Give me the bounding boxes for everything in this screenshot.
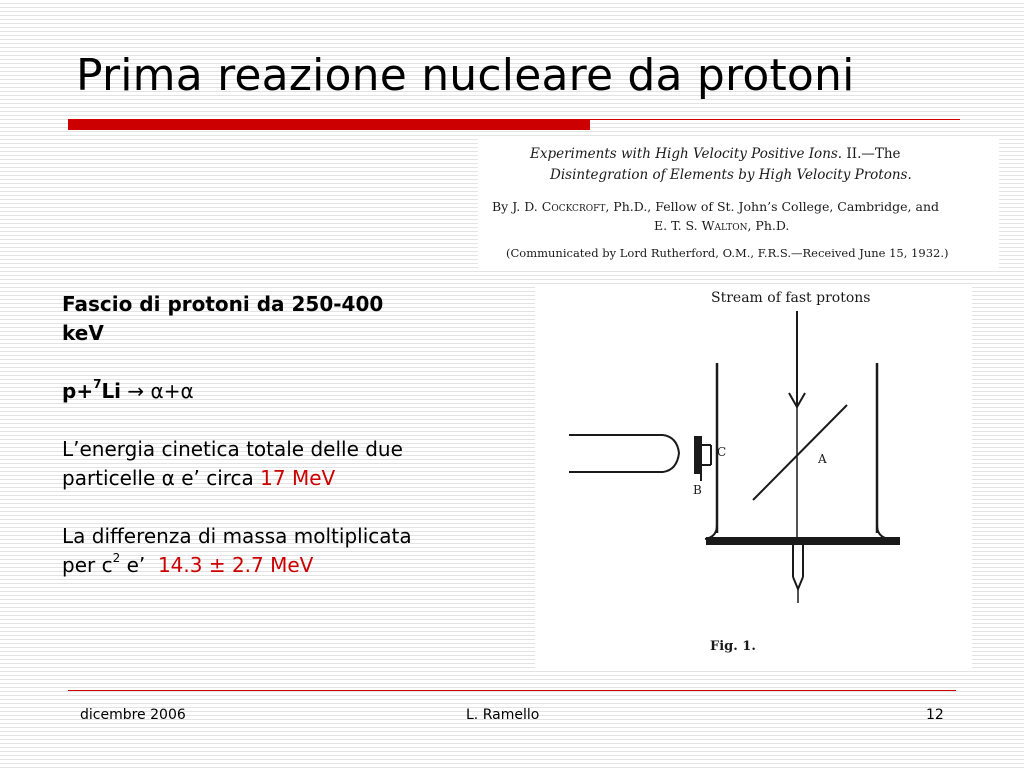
mass-exponent: 2	[112, 551, 121, 566]
slide-body	[62, 290, 522, 580]
chamber-left-foot	[705, 525, 717, 539]
reaction-proton: p+	[62, 379, 94, 403]
title-underline-rule	[590, 119, 960, 120]
energy-line-2	[62, 464, 522, 493]
base-plate	[707, 538, 899, 544]
mass-value: 14.3 ± 2.7 MeV	[157, 553, 314, 577]
screen-flange-left	[695, 437, 701, 473]
energy-text-a: particelle	[62, 466, 162, 490]
apparatus-figure	[535, 285, 972, 668]
chamber-right-foot	[877, 525, 889, 539]
figure-label-b: B	[693, 483, 702, 497]
mass-text-a: per c	[62, 553, 113, 577]
spacer	[62, 348, 522, 377]
paper-part-label: II.—The	[846, 146, 901, 162]
paper-author-degree: , Ph.D.	[747, 218, 790, 233]
footer-page-number: 12	[926, 707, 944, 723]
footer-rule	[68, 690, 956, 691]
figure-label-c: C	[717, 445, 727, 459]
paper-authors-line-2	[654, 218, 789, 233]
footer-author: L. Ramello	[466, 707, 540, 723]
spacer	[62, 406, 522, 435]
spacer	[62, 493, 522, 522]
title-underline-bar	[68, 119, 590, 130]
paper-author-prefix: By J. D.	[492, 199, 538, 214]
paper-authors-line-1	[492, 199, 939, 214]
mass-text-b: e’	[120, 553, 158, 577]
slide-title: Prima reazione nucleare da protoni	[76, 50, 855, 101]
reaction-products: α+α	[150, 379, 194, 403]
reaction-mass-number: 7	[93, 377, 102, 392]
paper-author-affiliation: , Ph.D., Fellow of St. John’s College, Cambridge, and	[605, 199, 940, 214]
mass-line-2	[62, 551, 522, 580]
figure-caption: Fig. 1.	[710, 639, 756, 654]
paper-author-walton: Walton	[701, 218, 748, 233]
paper-title-line-1	[530, 146, 901, 162]
paper-author-cockcroft: Cockcroft	[541, 199, 606, 214]
target-a	[753, 405, 847, 500]
energy-value: 17 MeV	[260, 466, 336, 490]
figure-top-label: Stream of fast protons	[711, 290, 871, 306]
paper-communicated-line: (Communicated by Lord Rutherford, O.M., F.R.S.—Received June 15, 1932.)	[506, 246, 949, 260]
figure-label-a: A	[818, 452, 827, 466]
footer-date: dicembre 2006	[80, 707, 186, 723]
apparatus-diagram	[535, 285, 972, 668]
energy-text-b: e’ circa	[174, 466, 261, 490]
reaction-equation	[62, 377, 522, 406]
paper-author-initials: E. T. S.	[654, 218, 698, 233]
beam-energy-line-1: Fascio di protoni da 250-400	[62, 292, 384, 316]
paper-title-text: Experiments with High Velocity Positive Ions.	[530, 146, 843, 162]
mass-line-1: La differenza di massa moltiplicata	[62, 524, 412, 548]
energy-alpha: α	[161, 466, 175, 490]
beam-energy-line-2: keV	[62, 321, 104, 345]
paper-title-line-2: Disintegration of Elements by High Velocity Protons.	[550, 167, 912, 183]
reaction-arrow: →	[121, 379, 151, 403]
reaction-lithium: Li	[101, 379, 122, 403]
outlet-tube-tip	[793, 577, 803, 589]
paper-header-scan	[478, 138, 999, 271]
energy-line-1: L’energia cinetica totale delle due	[62, 437, 403, 461]
microscope-lens	[663, 435, 679, 472]
